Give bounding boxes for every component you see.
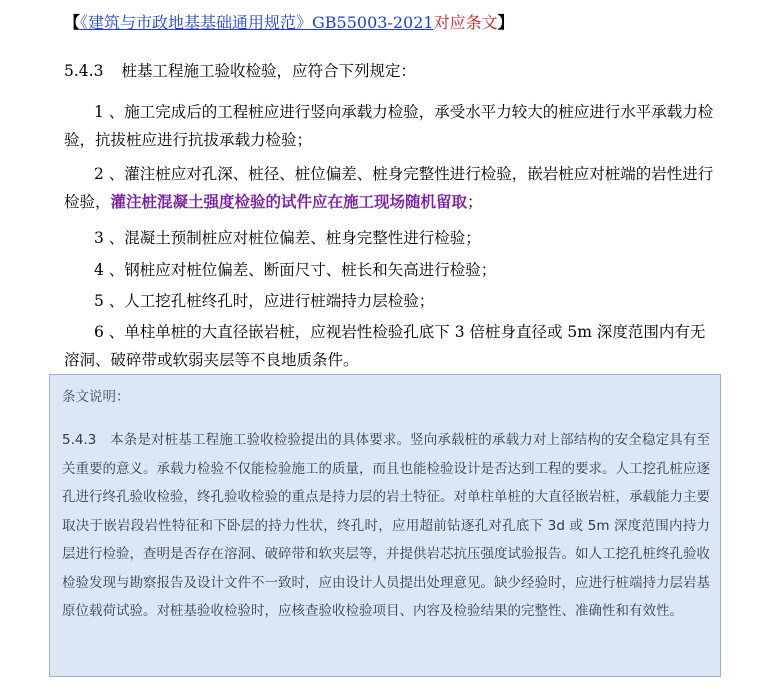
standard-link[interactable]: 《建筑与市政地基基础通用规范》GB55003-2021 (80, 13, 434, 32)
clause-item-2-end: ； (467, 193, 483, 211)
clause-item-1: 1 、施工完成后的工程桩应进行竖向承载力检验，承受水平力较大的桩应进行水平承载力检验，抗拔桩应进行抗拔承载力检验； (64, 103, 714, 149)
clause-item-2-text: 2 、灌注桩应对孔深、桩径、桩位偏差、桩身完整性进行检验，嵌岩桩应对桩端的岩性进行检验， (64, 165, 714, 211)
clause-number: 5.4.3 (64, 62, 104, 80)
open-bracket: 【 (64, 13, 81, 32)
clause-item-2-emphasis: 灌注桩混凝土强度检验的试件应在施工现场随机留取 (110, 192, 468, 211)
explanation-heading: 条文说明： (62, 389, 130, 405)
standard-reference-header (64, 12, 514, 34)
clause-item-2 (64, 160, 714, 216)
clause-title-text: 桩基工程施工验收检验，应符合下列规定： (121, 62, 416, 80)
header-suffix: 对应条文 (433, 13, 498, 32)
clause-item-6: 6 、单柱单桩的大直径嵌岩桩，应视岩性检验孔底下 3 倍桩身直径或 5m 深度范围内有无溶洞、破碎带或软弱夹层等不良地质条件。 (64, 323, 706, 369)
close-bracket: 】 (497, 13, 514, 32)
explanation-box (49, 374, 721, 677)
clause-title (64, 60, 416, 82)
explanation-body: 5.4.3 本条是对桩基工程施工验收检验提出的具体要求。竖向承载桩的承载力对上部结构的安全稳定具有至关重要的意义。承载力检验不仅能检验施工的质量，而且也能检验设计是否达到工程的要求。人工挖孔桩应逐孔进行终孔验收检验，终孔验收检验的重点是持力层的岩土特征。对单柱单桩的大直径嵌岩桩，承载能力主要取决于嵌岩段岩性特征和下卧层的持力性状，终孔时，应用超前钻逐孔对孔底下 3d 或 5m 深度范围内持力层进行检验，查明是否存在溶洞、破碎带和软夹层等，并提供岩芯抗压强度试验报告。如人工挖孔桩终孔验收检验发现与勘察报告及设计文件不一致时，应由设计人员提出处理意见。缺少经验时，应进行桩端持力层岩基原位载荷试验。对桩基验收检验时，应核查验收检验项目、内容及检验结果的完整性、准确性和有效性。 (62, 432, 710, 619)
clause-item-4: 4 、钢桩应对桩位偏差、断面尺寸、桩长和矢高进行检验； (94, 261, 497, 279)
clause-item-5: 5 、人工挖孔桩终孔时，应进行桩端持力层检验； (94, 292, 435, 310)
clause-item-3: 3 、混凝土预制桩应对桩位偏差、桩身完整性进行检验； (94, 229, 481, 247)
